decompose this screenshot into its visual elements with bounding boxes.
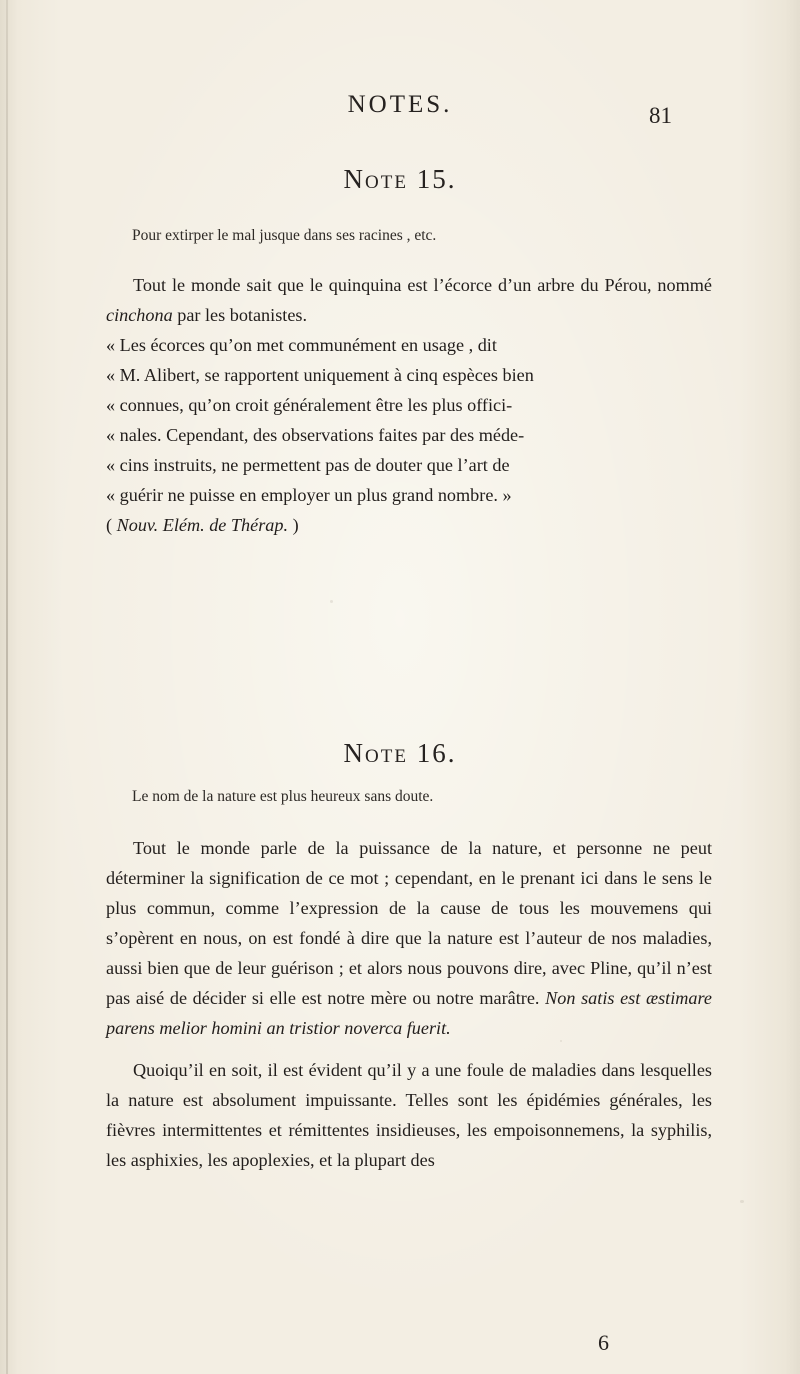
page-gutter [6, 0, 8, 1374]
note-16-heading: Note 16. [343, 738, 457, 768]
alibert-quote [106, 330, 712, 540]
signature-mark: 6 [598, 1330, 609, 1355]
quote-line: « Les écorces qu’on met communément en usage , dit [106, 335, 497, 355]
quote-line: « guérir ne puisse en employer un plus grand nombre. » [106, 485, 512, 505]
note-16-body [106, 833, 712, 1175]
note-16-paragraph-2: Quoiqu’il en soit, il est évident qu’il y a une foule de maladies dans lesquelles la nature est absolument impuissante. Telles sont les épidémies générales, les fièvres intermittentes et rémittentes insidieuses, les empoisonnemens, la syphilis, les asphixies, les apoplexies, et la plupart des [106, 1060, 712, 1170]
quote-line: « nales. Cependant, des observations faites par des méde- [106, 425, 525, 445]
paper-speck [330, 600, 333, 603]
page-number: 81 [649, 103, 672, 128]
quote-line: « M. Alibert, se rapportent uniquement à cinq espèces bien [106, 365, 534, 385]
quote-line: « connues, qu’on croit généralement être les plus offici- [106, 395, 513, 415]
note-15-epigraph: Pour extirper le mal jusque dans ses racines , etc. [132, 227, 437, 244]
note-15-paragraph: Tout le monde sait que le quinquina est l’écorce d’un arbre du Pérou, nommé cinchona par les botanistes. [106, 275, 712, 325]
note-16-paragraph-1: Tout le monde parle de la puissance de la nature, et personne ne peut déterminer la signification de ce mot ; cependant, en le prenant ici dans le sens le plus commun, comme l’expression de la cause de tous les mouvemens qui s’opèrent en nous, on est fondé à dire que la nature est l’auteur de nos maladies, aussi bien que de leur guérison ; et alors nous pouvons dire, avec Pline, qu’il n’est pas aisé de décider si elle est notre mère ou notre marâtre. Non satis est æstimare parens melior homini an tristior noverca fuerit. [106, 838, 712, 1038]
note-15-heading: Note 15. [343, 164, 457, 194]
paper-speck [740, 1200, 744, 1203]
note-15-body [106, 270, 712, 540]
quote-line: « cins instruits, ne permettent pas de douter que l’art de [106, 455, 510, 475]
running-header: NOTES. [347, 91, 453, 118]
note-16-epigraph: Le nom de la nature est plus heureux sans doute. [132, 788, 434, 805]
quote-citation: ( Nouv. Elém. de Thérap. ) [106, 515, 299, 535]
